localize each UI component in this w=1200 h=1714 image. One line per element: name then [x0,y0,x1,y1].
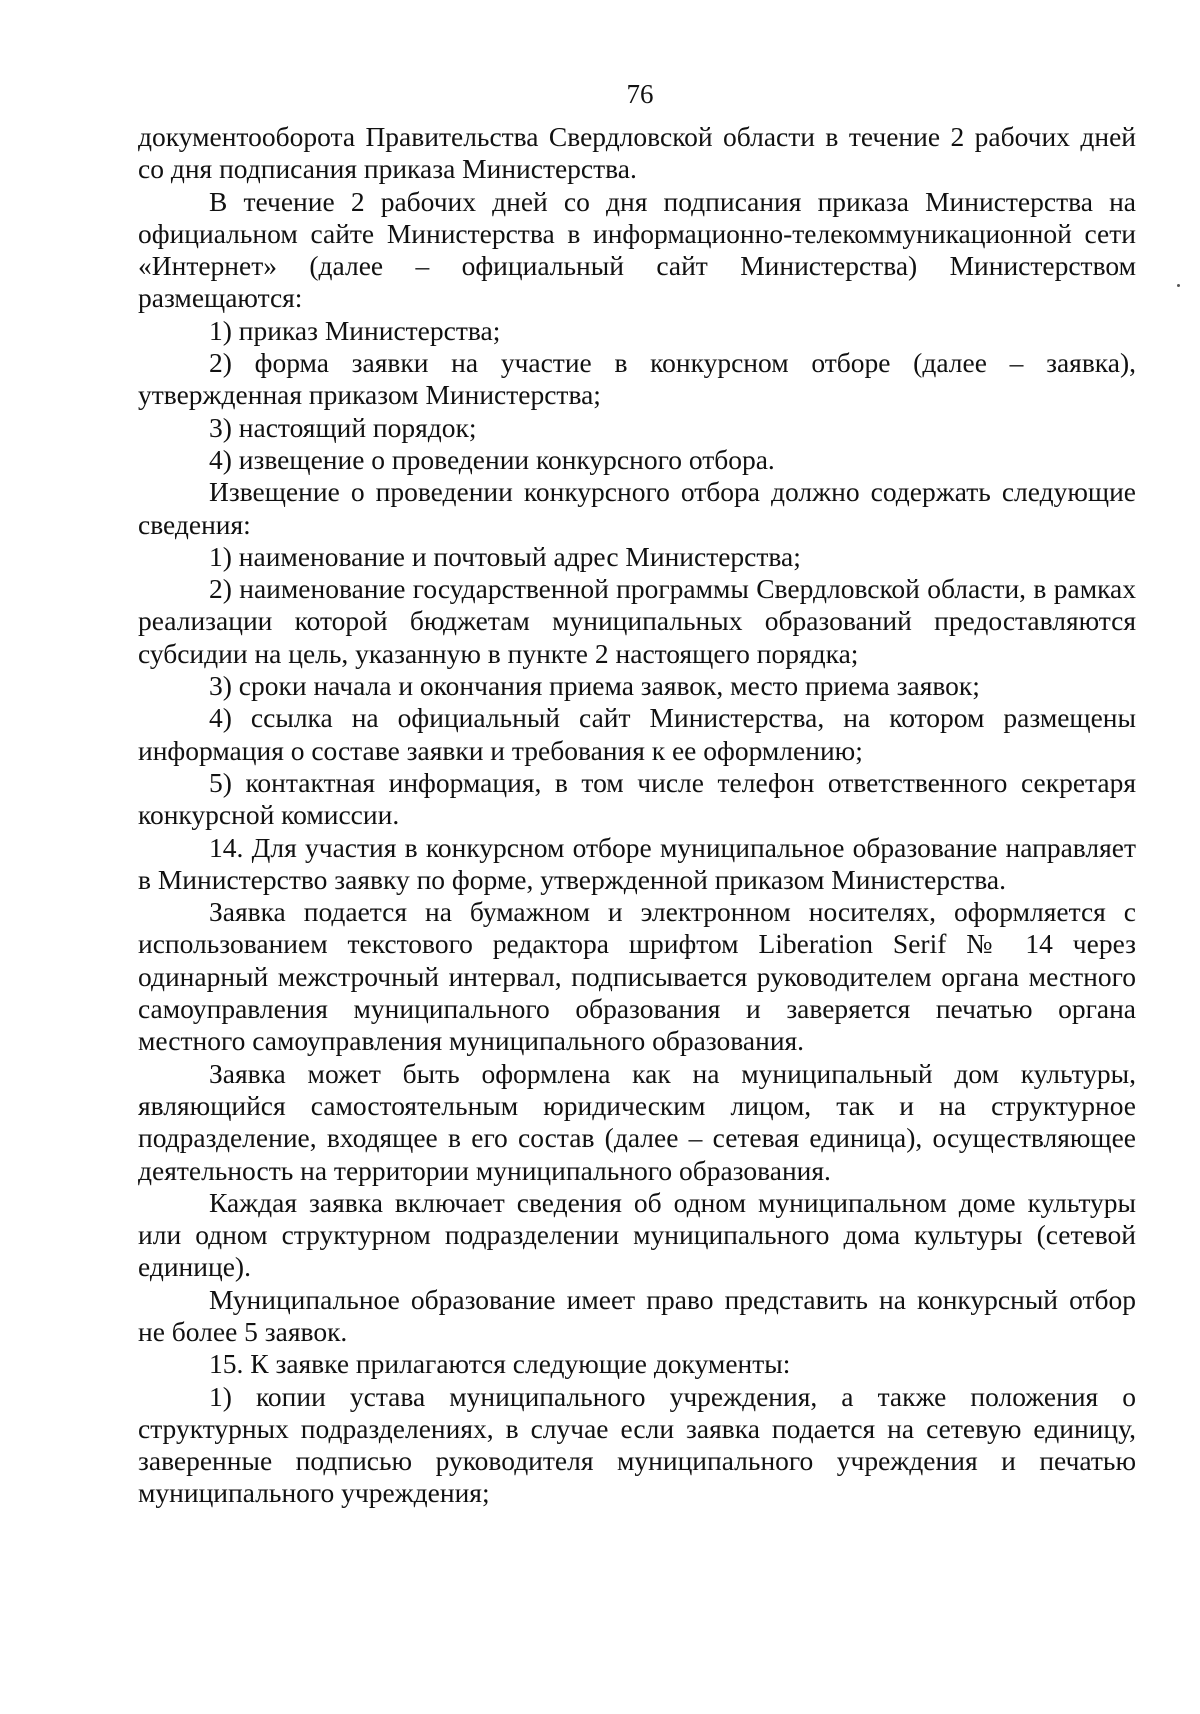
list-item: 3) настоящий порядок; [209,411,477,443]
section-paragraph: 14. Для участия в конкурсном отборе муниципальное образование направляет в Министерство заявку по форме, утвержденной приказом Министерства. [138,831,1136,895]
list-item: 4) извещение о проведении конкурсного отбора. [209,443,775,475]
list-item: 3) сроки начала и окончания приема заявок, место приема заявок; [209,670,980,702]
paragraph: документооборота Правительства Свердловской области в течение 2 рабочих дней со дня подписания приказа Министерства. [138,121,1136,185]
list-item: 2) наименование государственной программы Свердловской области, в рамках реализации которой бюджетам муниципальных образований предоставляются субсидии на цель, указанную в пункте 2 настоящего порядка; [138,573,1136,669]
list-item: 2) форма заявки на участие в конкурсном отборе (далее – заявка), утвержденная приказом Министерства; [138,347,1136,411]
document-body [138,121,1136,1510]
paragraph: Извещение о проведении конкурсного отбора должно содержать следующие сведения: [138,476,1136,540]
paragraph: В течение 2 рабочих дней со дня подписания приказа Министерства на официальном сайте Министерства в информационно-телекоммуникационной сети «Интернет» (далее – официальный сайт Министерства) Министерством размещаются: [138,185,1136,314]
scan-speck [1177,284,1180,287]
list-item: 1) приказ Министерства; [209,314,501,346]
list-item: 4) ссылка на официальный сайт Министерства, на котором размещены информация о составе заявки и требования к ее оформлению; [138,702,1136,766]
page-number: 76 [626,79,654,109]
paragraph: Заявка может быть оформлена как на муниципальный дом культуры, являющийся самостоятельным юридическим лицом, так и на структурное подразделение, входящее в его состав (далее – сетевая единица), осуществляющее деятельность на территории муниципального образования. [138,1057,1136,1186]
list-item: 5) контактная информация, в том числе телефон ответственного секретаря конкурсной комиссии. [138,766,1136,831]
section-paragraph: 15. К заявке прилагаются следующие документы: [209,1348,791,1380]
list-item: 1) копии устава муниципального учреждения, а также положения о структурных подразделениях, в случае если заявка подается на сетевую единицу, заверенные подписью руководителя муниципального учреждения и печатью муниципального учреждения; [138,1380,1136,1509]
paragraph: Каждая заявка включает сведения об одном муниципальном доме культуры или одном структурном подразделении муниципального дома культуры (сетевой единице). [138,1186,1136,1283]
list-item: 1) наименование и почтовый адрес Министерства; [209,540,801,572]
paragraph: Заявка подается на бумажном и электронном носителях, оформляется с использованием текстового редактора шрифтом Liberation Serif № 14 через одинарный межстрочный интервал, подписывается руководителем органа местного самоуправления муниципального образования и заверяется печатью органа местного самоуправления муниципального образования. [138,896,1136,1057]
paragraph: Муниципальное образование имеет право представить на конкурсный отбор не более 5 заявок. [138,1283,1136,1347]
